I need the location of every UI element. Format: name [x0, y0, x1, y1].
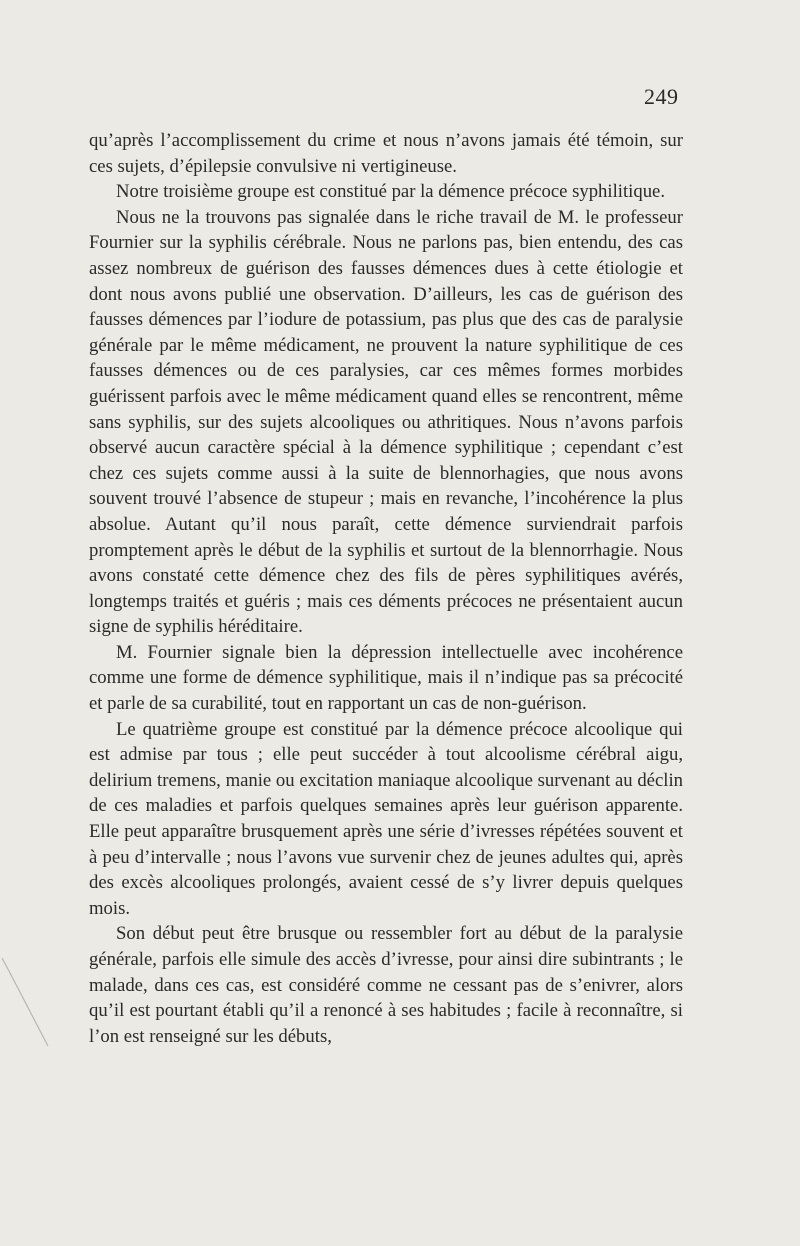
paragraph-continuation: qu’après l’accomplissement du crime et nous n’avons jamais été témoin, sur ces sujets, d’épilepsie convulsive ni vertigineuse. [89, 130, 683, 177]
paragraph-fournier-absence: Nous ne la trouvons pas signalée dans le riche travail de M. le professeur Fournier sur la syphilis cérébrale. Nous ne parlons pas, bien entendu, des cas assez nombreux de guérison des fausses démences dues à cette étiologie et dont nous avons publié une observation. D’ailleurs, les cas de guérison des fausses démences par l’iodure de potassium, pas plus que des cas de paralysie générale par le même médicament, ne prouvent la nature syphilitique de ces fausses démences ou de ces paralysies, car ces mêmes formes morbides guérissent parfois avec le même médicament quand elles se rencontrent, même sans syphilis, sur des sujets alcooliques ou athritiques. Nous n’avons parfois observé aucun caractère spécial à la démence syphilitique ; cependant c’est chez ces sujets comme aussi à la suite de blennorhagies, que nous avons souvent trouvé l’absence de stupeur ; mais en revanche, l’incohérence la plus absolue. Autant qu’il nous paraît, cette démence surviendrait parfois promptement après le début de la syphilis et surtout de la blennorrhagie. Nous avons constaté cette démence chez des fils de pères syphilitiques avérés, longtemps traités et guéris ; mais ces déments précoces ne présentaient aucun signe de syphilis héréditaire. [89, 206, 683, 638]
margin-crease-mark [0, 950, 60, 1060]
paragraph-fournier-depression: M. Fournier signale bien la dépression intellectuelle avec incohérence comme une forme de démence syphilitique, mais il n’indique pas sa précocité et parle de sa curabilité, tout en rapportant un cas de non-guérison. [89, 641, 683, 715]
paragraph-onset: Son début peut être brusque ou ressembler fort au début de la paralysie générale, parfois elle simule des accès d’ivresse, pour ainsi dire subintrants ; le malade, dans ces cas, est considéré comme ne cessant pas de s’enivrer, alors qu’il est pourtant établi qu’il a renoncé à ses habitudes ; facile à reconnaître, si l’on est renseigné sur les débuts, [89, 923, 683, 1047]
paragraph-third-group: Notre troisième groupe est constitué par la démence précoce syphilitique. [116, 181, 666, 203]
page-number: 249 [644, 84, 679, 109]
body-text [89, 128, 683, 1049]
paragraph-fourth-group: Le quatrième groupe est constitué par la démence précoce alcoolique qui est admise par tous ; elle peut succéder à tout alcoolisme cérébral aigu, delirium tremens, manie ou excitation maniaque alcoolique survenant au déclin de ces maladies et parfois quelques semaines après leur guérison apparente. Elle peut apparaître brusquement après une série d’ivresses répétées souvent et à peu d’intervalle ; nous l’avons vue survenir chez de jeunes adultes qui, après des excès alcooliques prolongés, avaient cessé de s’y livrer depuis quelques mois. [89, 718, 683, 919]
